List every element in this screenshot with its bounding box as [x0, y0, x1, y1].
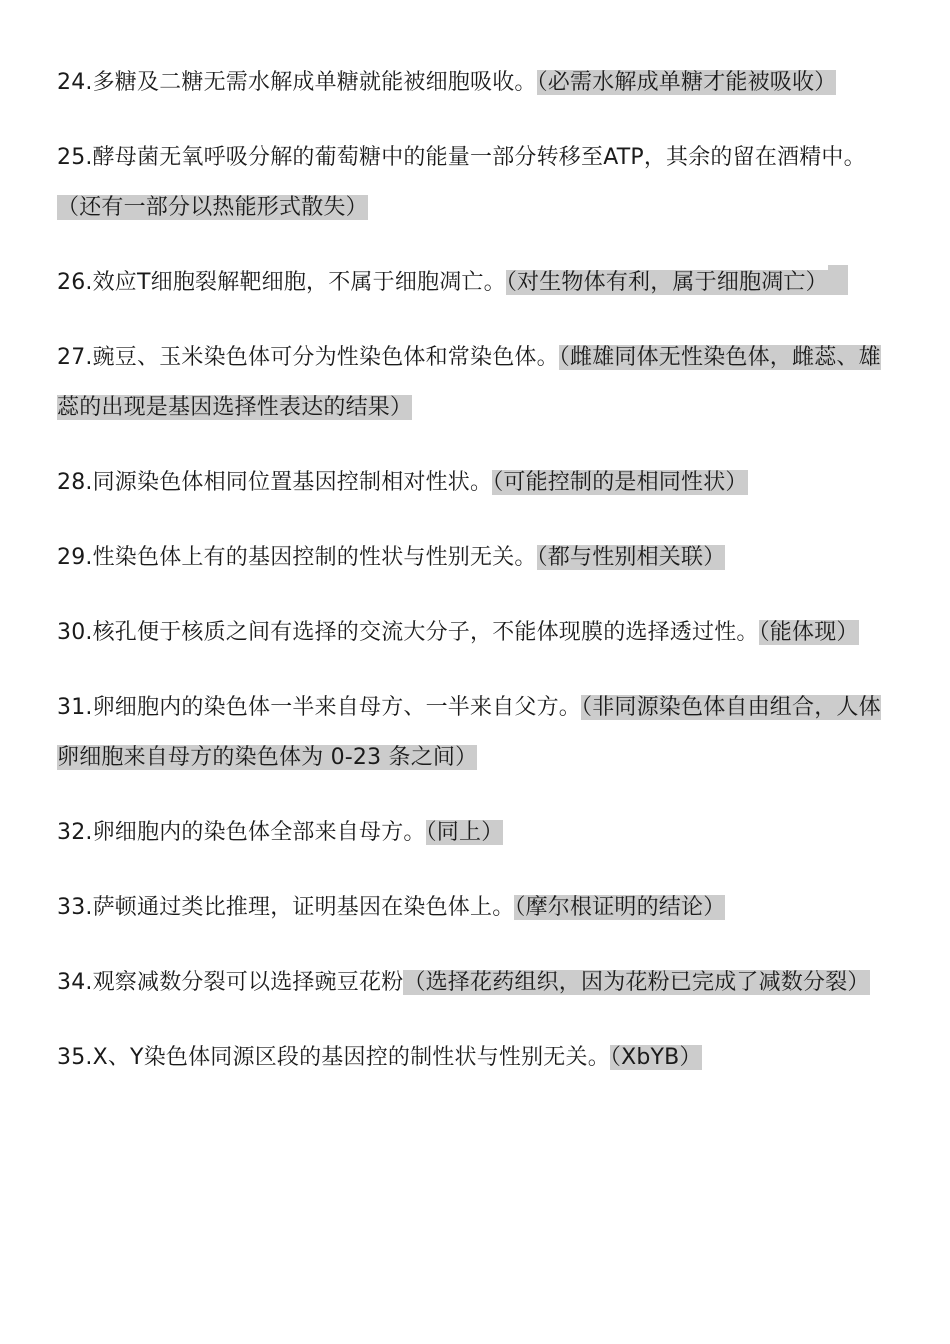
item-correction: （同上）	[425, 820, 504, 845]
list-item	[57, 608, 887, 658]
list-item	[57, 258, 887, 308]
list-item	[57, 458, 887, 508]
list-item	[57, 333, 887, 433]
item-statement: 30.核孔便于核质之间有选择的交流大分子，不能体现膜的选择透过性。	[57, 620, 759, 645]
item-statement: 33.萨顿通过类比推理，证明基因在染色体上。	[57, 895, 515, 920]
list-item	[57, 883, 887, 933]
highlight-trail	[828, 265, 848, 295]
list-item	[57, 133, 887, 233]
item-correction: （必需水解成单糖才能被吸收）	[536, 70, 837, 95]
document-page	[57, 58, 887, 1108]
item-correction: （能体现）	[758, 620, 859, 645]
item-statement: 25.酵母菌无氧呼吸分解的葡萄糖中的能量一部分转移至ATP，其余的留在酒精中。	[57, 145, 866, 170]
item-correction: （摩尔根证明的结论）	[514, 895, 726, 920]
item-correction: （XbYB）	[609, 1045, 702, 1070]
item-statement: 26.效应T细胞裂解靶细胞，不属于细胞凋亡。	[57, 270, 506, 295]
item-statement: 31.卵细胞内的染色体一半来自母方、一半来自父方。	[57, 695, 581, 720]
list-item	[57, 958, 887, 1008]
list-item	[57, 808, 887, 858]
item-statement: 34.观察减数分裂可以选择豌豆花粉	[57, 970, 404, 995]
item-correction: （非同源染色体自由组合，人体卵细胞来自母方的染色体为 0-23 条之间）	[57, 695, 881, 770]
item-correction: （选择花药组织，因为花粉已完成了减数分裂）	[403, 970, 870, 995]
list-item	[57, 1033, 887, 1083]
list-item	[57, 533, 887, 583]
list-item	[57, 58, 887, 108]
item-statement: 32.卵细胞内的染色体全部来自母方。	[57, 820, 426, 845]
item-statement: 29.性染色体上有的基因控制的性状与性别无关。	[57, 545, 537, 570]
item-correction: （都与性别相关联）	[536, 545, 726, 570]
list-item	[57, 683, 887, 783]
item-statement: 27.豌豆、玉米染色体可分为性染色体和常染色体。	[57, 345, 559, 370]
item-statement: 35.X、Y染色体同源区段的基因控的制性状与性别无关。	[57, 1045, 610, 1070]
item-statement: 24.多糖及二糖无需水解成单糖就能被细胞吸收。	[57, 70, 537, 95]
item-statement: 28.同源染色体相同位置基因控制相对性状。	[57, 470, 493, 495]
item-correction: （还有一部分以热能形式散失）	[57, 195, 368, 220]
item-correction: （可能控制的是相同性状）	[492, 470, 748, 495]
item-correction: （雌雄同体无性染色体，雌蕊、雄蕊的出现是基因选择性表达的结果）	[57, 345, 881, 420]
item-correction: （对生物体有利，属于细胞凋亡）	[505, 270, 828, 295]
